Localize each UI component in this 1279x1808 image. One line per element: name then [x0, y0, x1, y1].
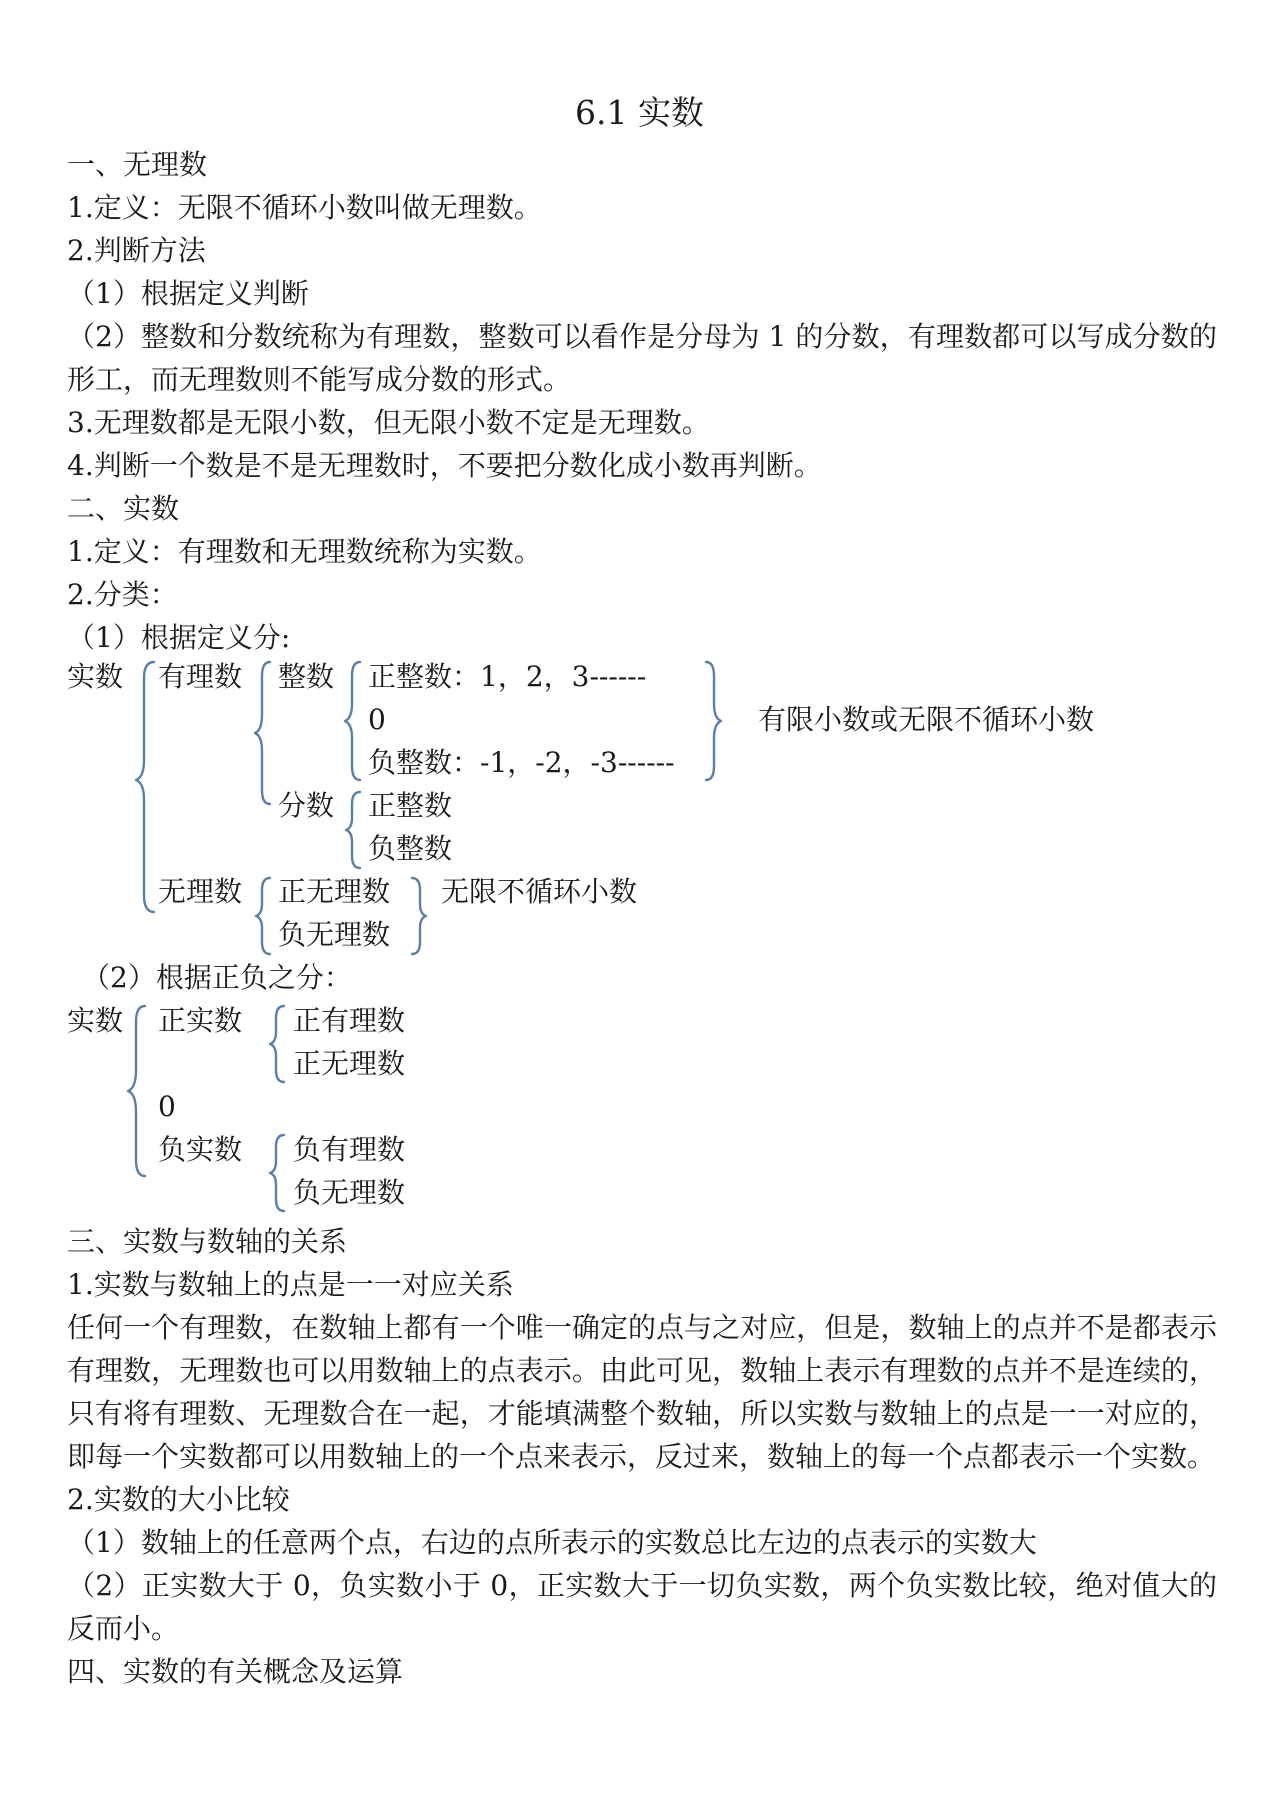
tree1-irrational-note: 无限不循环小数: [441, 875, 638, 908]
tree2-negative-real: 负实数: [158, 1133, 243, 1166]
tree1-rational: 有理数: [158, 660, 243, 693]
number-line-explanation: 任何一个有理数，在数轴上都有一个唯一确定的点与之对应，但是，数轴上的点并不是都表示有理数，无理数也可以用数轴上的点表示。由此可见，数轴上表示有理数的点并不是连续的，只有将有理数、无理数合在一起，才能填满整个数轴，所以实数与数轴上的点是一一对应的，即每一个实数都可以用数轴上的一个点来表示，反过来，数轴上的每一个点都表示一个实数。: [67, 1311, 1217, 1473]
brace-integer-right: [706, 662, 721, 780]
classification-by-sign: （2）根据正负之分：: [82, 961, 352, 994]
brace-integer: [345, 662, 360, 780]
tree1-negative-fraction: 负整数: [368, 832, 453, 865]
brace-positive-real: [270, 1006, 284, 1082]
brace-real-by-sign: [128, 1006, 145, 1176]
judgement-method-2: （2）整数和分数统称为有理数，整数可以看作是分母为 1 的分数，有理数都可以写成分数的形工，而无理数则不能写成分数的形式。: [67, 320, 1217, 396]
brace-irrational: [256, 878, 270, 954]
brace-negative-real: [270, 1135, 284, 1211]
brace-fraction: [346, 792, 360, 868]
heading-number-line: 三、实数与数轴的关系: [67, 1225, 348, 1258]
tree1-irrational: 无理数: [158, 875, 243, 908]
irrational-note-4: 4.判断一个数是不是无理数时，不要把分数化成小数再判断。: [67, 449, 822, 482]
classification-by-definition: （1）根据定义分:: [67, 621, 291, 654]
heading-real: 二、实数: [67, 492, 180, 525]
real-definition: 1.定义：有理数和无理数统称为实数。: [67, 535, 542, 568]
tree2-positive-irrational: 正无理数: [293, 1047, 406, 1080]
section-number-line: [67, 1220, 1217, 1693]
tree1-zero: 0: [368, 703, 386, 736]
heading-concepts-operations: 四、实数的有关概念及运算: [67, 1655, 404, 1688]
tree1-negative-integer: 负整数：-1，-2，-3------: [368, 746, 675, 779]
tree1-integer: 整数: [278, 660, 335, 693]
brace-rational: [255, 662, 270, 804]
comparison-rule-2: （2）正实数大于 0，负实数小于 0，正实数大于一切负实数，两个负实数比较，绝对值大的反而小。: [67, 1569, 1217, 1645]
tree2-negative-rational: 负有理数: [293, 1133, 406, 1166]
judgement-method-1: （1）根据定义判断: [67, 277, 309, 310]
one-to-one-correspondence: 1.实数与数轴上的点是一一对应关系: [67, 1268, 514, 1301]
comparison-heading: 2.实数的大小比较: [67, 1483, 290, 1516]
irrational-definition: 1.定义：无限不循环小数叫做无理数。: [67, 191, 542, 224]
tree2-root: 实数: [67, 1004, 124, 1037]
classification-heading: 2.分类：: [67, 578, 178, 611]
tree1-fraction: 分数: [278, 789, 335, 822]
tree2-zero: 0: [158, 1090, 176, 1123]
tree1-root: 实数: [67, 660, 124, 693]
tree1-positive-fraction: 正整数: [368, 789, 453, 822]
section-irrational-and-real: [67, 143, 1217, 659]
judgement-method-heading: 2.判断方法: [67, 234, 206, 267]
brace-irrational-right: [412, 878, 426, 954]
heading-irrational: 一、无理数: [67, 148, 208, 181]
tree2-positive-real: 正实数: [158, 1004, 243, 1037]
tree1-positive-irrational: 正无理数: [278, 875, 391, 908]
brace-real-root: [136, 662, 154, 912]
tree1-positive-integer: 正整数：1，2，3------: [368, 660, 647, 693]
tree1-finite-note: 有限小数或无限不循环小数: [758, 703, 1095, 736]
irrational-note-3: 3.无理数都是无限小数，但无限小数不定是无理数。: [67, 406, 710, 439]
tree2-positive-rational: 正有理数: [293, 1004, 406, 1037]
tree1-negative-irrational: 负无理数: [278, 918, 391, 951]
page-title: 6.1 实数: [575, 93, 704, 132]
comparison-rule-1: （1）数轴上的任意两个点，右边的点所表示的实数总比左边的点表示的实数大: [67, 1526, 1037, 1559]
tree2-negative-irrational: 负无理数: [293, 1176, 406, 1209]
